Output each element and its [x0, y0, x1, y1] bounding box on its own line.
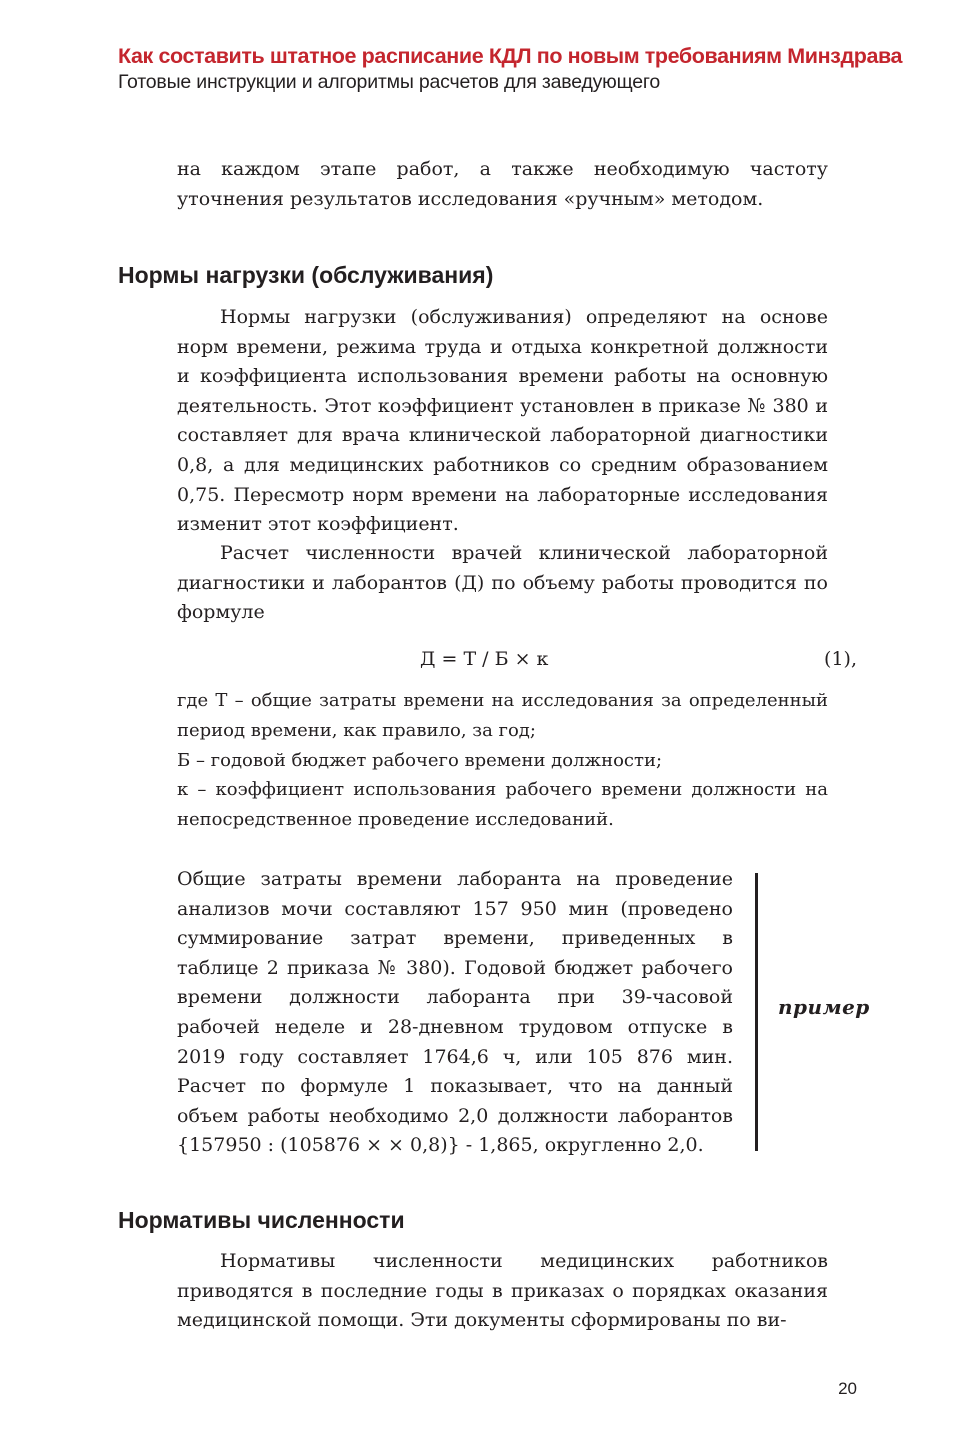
- running-header-subtitle: Готовые инструкции и алгоритмы расчетов для заведующего: [118, 71, 660, 93]
- example-divider: [755, 873, 758, 1151]
- formula-number: (1),: [824, 648, 857, 670]
- staffing-norms-paragraph: Нормативы численности медицинских работников приводятся в последние годы в приказах о порядках оказания медицинской помощи. Эти документы сформированы по ви-: [177, 1250, 828, 1332]
- load-norms-paragraph: Нормы нагрузки (обслуживания) определяют на основе норм времени, режима труда и отдыха конкретной должности и коэффициента использования времени работы на основную деятельность. Этот коэффициент установлен в приказе № 380 и составляет для врача клинической лабораторной диагностики 0,8, а для медицинских работников со средним образованием 0,75. Пересмотр норм времени на лабораторные исследования изменит этот коэффициент.: [177, 306, 828, 536]
- section-heading-staffing-norms: Нормативы численности: [118, 1207, 405, 1233]
- formula-legend-b: Б – годовой бюджет рабочего времени должности;: [177, 750, 663, 771]
- formula: Д = Т / Б × к: [420, 648, 549, 670]
- page-number: 20: [838, 1379, 857, 1398]
- running-header-title: Как составить штатное расписание КДЛ по новым требованиям Минздрава: [118, 44, 903, 68]
- example-label: пример: [778, 995, 870, 1019]
- formula-legend-t: где Т – общие затраты времени на исследования за определенный период времени, как правило, за год;: [177, 690, 828, 741]
- example-text: Общие затраты времени лаборанта на проведение анализов мочи составляют 157 950 мин (проведено суммирование затрат времени, приведенных в таблице 2 приказа № 380). Годовой бюджет рабочего времени должности лаборанта при 39-часовой рабочей неделе и 28-дневном трудовом отпуске в 2019 году составляет 1764,6 ч, или 105 876 мин. Расчет по формуле 1 показывает, что на данный объем работы необходимо 2,0 должности лаборантов {157950 : (105876 × × 0,8)} - 1,865, округленно 2,0.: [177, 868, 733, 1157]
- section-heading-load-norms: Нормы нагрузки (обслуживания): [118, 262, 494, 288]
- formula-legend-k: к – коэффициент использования рабочего времени должности на непосредственное проведение исследований.: [177, 779, 828, 830]
- calculation-paragraph: Расчет численности врачей клинической лабораторной диагностики и лаборантов (Д) по объему работы проводится по формуле: [177, 542, 828, 624]
- intro-paragraph: на каждом этапе работ, а также необходимую частоту уточнения результатов исследования «ручным» методом.: [177, 158, 828, 210]
